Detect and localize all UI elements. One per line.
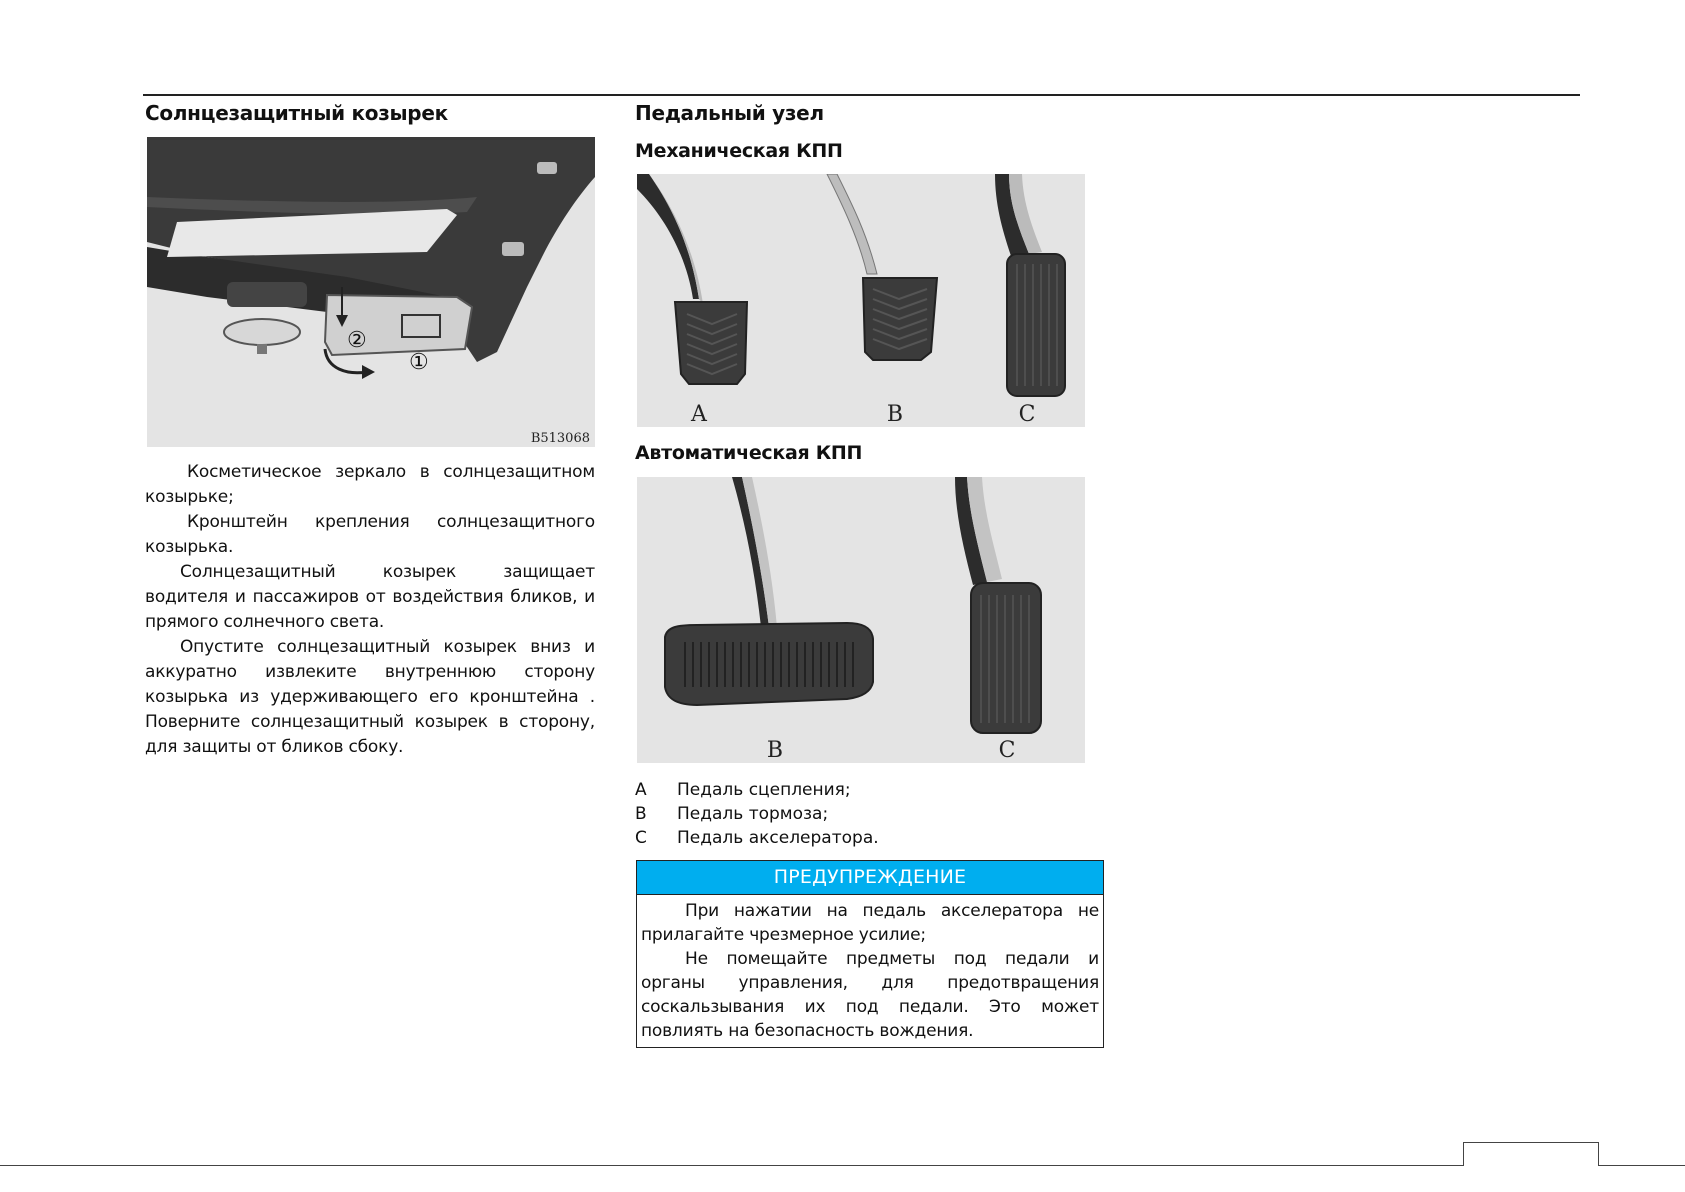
legend-row-a	[635, 778, 879, 802]
sun-visor-figure	[147, 137, 595, 447]
legend-text-c: Педаль акселератора.	[677, 828, 879, 848]
paragraph-usage: Опустите солнцезащитный козырек вниз и аккуратно извлеките внутреннюю сторону козырька из удерживающего его кронштейна . Поверните солнцезащитный козырек в сторону, для защиты от бликов сбоку.	[145, 637, 595, 757]
manual-pedals-figure	[637, 174, 1085, 427]
legend-row-b	[635, 802, 879, 826]
legend-text-a: Педаль сцепления;	[677, 780, 851, 800]
pedal-legend	[635, 778, 879, 850]
warning-box	[636, 860, 1104, 1048]
paragraph-mirror: Косметическое зеркало в солнцезащитном козырьке;	[145, 462, 595, 507]
pedal-title: Педальный узел	[635, 101, 824, 125]
auto-label-c: C	[998, 738, 1016, 763]
automatic-pedals-figure	[637, 477, 1085, 763]
legend-key-a: A	[635, 780, 647, 800]
figure-code: B513068	[530, 431, 590, 446]
marker-2: ②	[347, 328, 367, 353]
paragraph-bracket: Кронштейн крепления солнцезащитного козырька.	[145, 512, 595, 557]
sun-visor-title: Солнцезащитный козырек	[145, 101, 448, 125]
manual-label-a: A	[691, 402, 707, 427]
warning-paragraph-1: При нажатии на педаль акселератора не прилагайте чрезмерное усилие;	[641, 901, 1099, 945]
legend-row-c	[635, 826, 879, 850]
manual-label-b: B	[886, 402, 904, 427]
legend-key-c: C	[635, 828, 647, 848]
footer-rule	[0, 1165, 1685, 1166]
sun-visor-text	[145, 460, 595, 760]
warning-body	[637, 895, 1103, 1047]
page-number-tab	[1463, 1142, 1599, 1166]
legend-key-b: B	[635, 804, 647, 824]
automatic-transmission-title: Автоматическая КПП	[635, 442, 863, 464]
marker-1: ①	[409, 350, 429, 375]
auto-label-b: B	[766, 738, 784, 763]
sun-visor-section	[145, 100, 595, 126]
warning-paragraph-2: Не помещайте предметы под педали и органы управления, для предотвращения соскальзывания их под педали. Это может повлиять на безопасность вождения.	[641, 949, 1099, 1041]
header-rule	[143, 94, 1580, 96]
manual-label-c: C	[1018, 402, 1036, 427]
legend-text-b: Педаль тормоза;	[677, 804, 829, 824]
paragraph-purpose: Солнцезащитный козырек защищает водителя и пассажиров от воздействия бликов, и прямого солнечного света.	[145, 562, 595, 632]
warning-title: ПРЕДУПРЕЖДЕНИЕ	[637, 861, 1103, 895]
manual-transmission-title: Механическая КПП	[635, 140, 843, 162]
pedal-section	[635, 100, 1105, 164]
